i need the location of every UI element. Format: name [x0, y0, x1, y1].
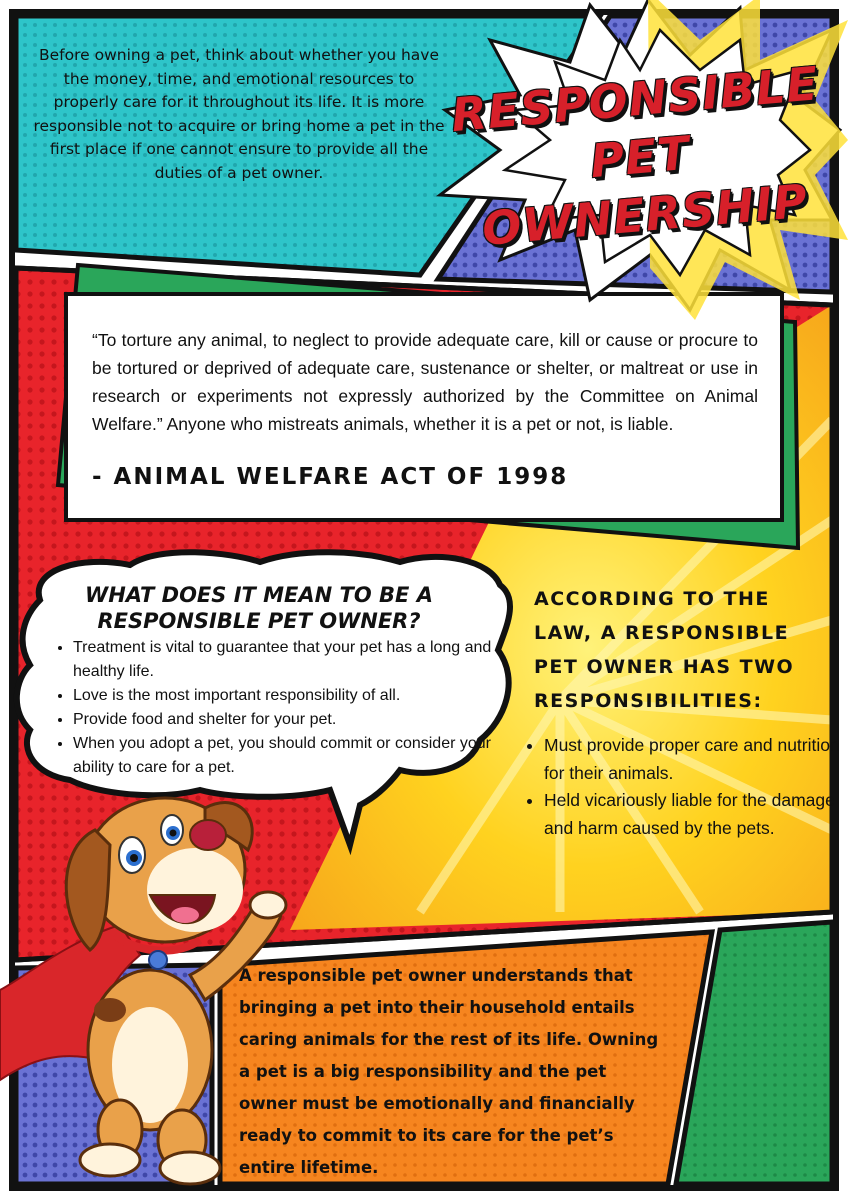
- title-line-2: PET OWNERSHIP: [479, 125, 811, 256]
- list-item: • Treatment is vital to guarantee that your pet has a long and healthy life.: [73, 636, 493, 684]
- list-item: • When you adopt a pet, you should commit or consider your ability to care for a pet.: [73, 732, 493, 780]
- bubble-list: [55, 636, 493, 780]
- law-quote: “To torture any animal, to neglect to provide adequate care, kill or cause or procure to be tortured or deprived of adequate care, sustenance or shelter, or maltreat or use in research or experiments not expressly authorized by the Committee on Animal Welfare.” Anyone who mistreats animals, whether it is a pet or not, is liable.: [92, 330, 758, 434]
- bubble-heading: WHAT DOES IT MEAN TO BE A RESPONSIBLE PET OWNER?: [85, 583, 433, 633]
- law-heading: ACCORDING TO THE LAW, A RESPONSIBLE PET OWNER HAS TWO RESPONSIBILITIES:: [534, 588, 795, 712]
- list-item: • Must provide proper care and nutrition for their animals.: [544, 732, 844, 787]
- page-title: [433, 53, 847, 261]
- quote-source: - ANIMAL WELFARE ACT OF 1998: [92, 464, 569, 490]
- closing-paragraph: A responsible pet owner understands that bringing a pet into their household entails caring animals for the rest of its life. Owning a pet is a big responsibility and the pet owner must be emotionally and financially ready to commit to its care for the pet’s entire lifetime.: [239, 966, 659, 1177]
- intro-paragraph: Before owning a pet, think about whether you have the money, time, and emotional resources to properly care for it throughout its life. It is more responsible not to acquire or bring home a pet in the first place if one cannot ensure to provide all the duties of a pet owner.: [33, 46, 445, 182]
- list-item: • Held vicariously liable for the damage and harm caused by the pets.: [544, 787, 844, 842]
- list-item: • Provide food and shelter for your pet.: [73, 708, 493, 732]
- title-line-1: RESPONSIBLE: [449, 56, 821, 143]
- law-list: [524, 732, 844, 842]
- list-item: • Love is the most important responsibility of all.: [73, 684, 493, 708]
